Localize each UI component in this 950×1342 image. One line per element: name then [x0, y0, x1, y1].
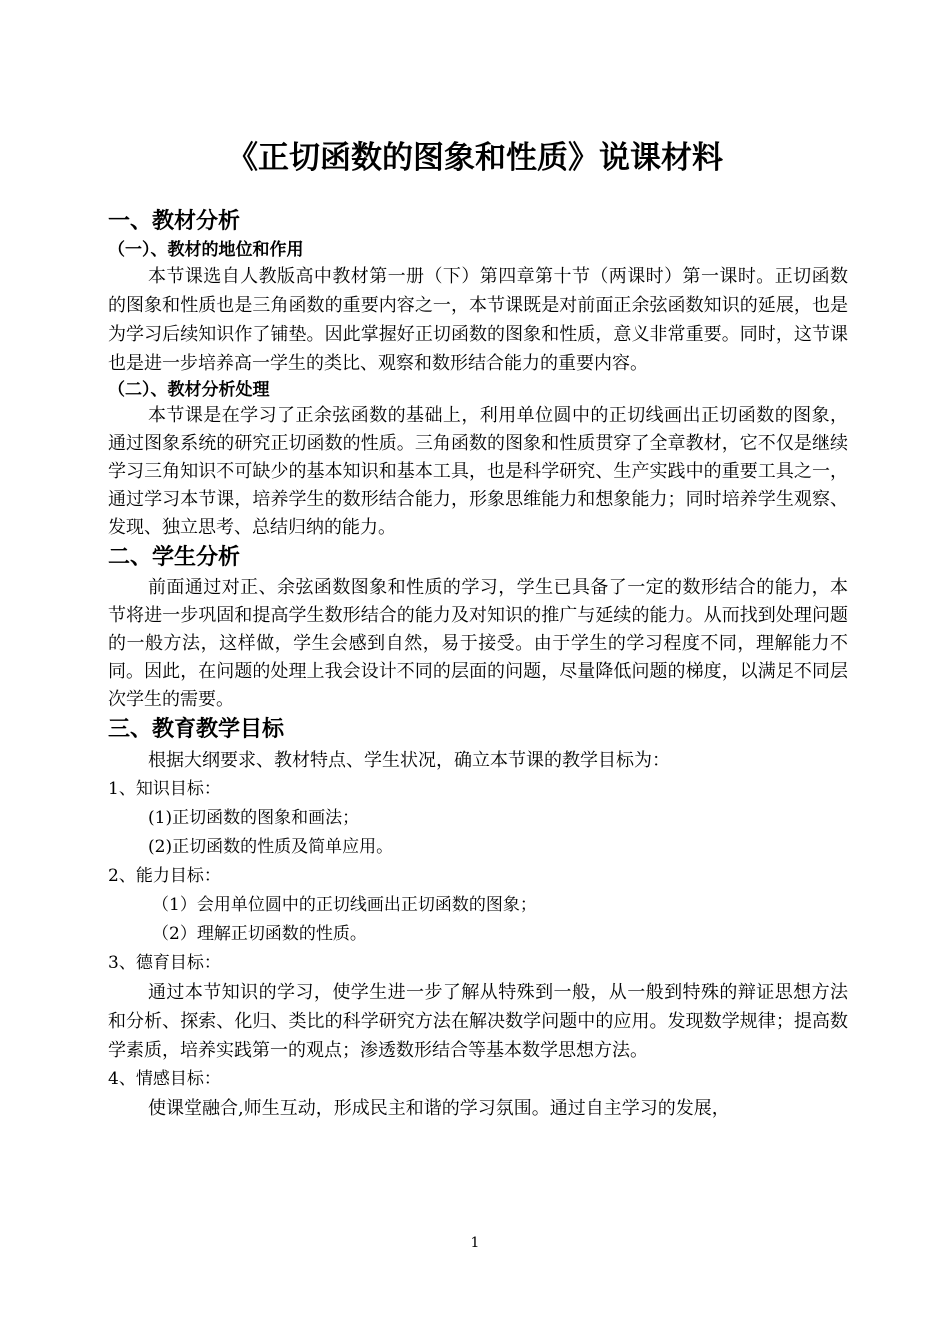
paragraph-student-analysis: 前面通过对正、余弦函数图象和性质的学习，学生已具备了一定的数形结合的能力，本节将进一步巩固和提高学生数形结合的能力及对知识的推广与延续的能力。从而找到处理问题的一般方法，这样做，学生会感到自然，易于接受。由于学生的学习程度不同，理解能力不同。因此，在问题的处理上我会设计不同的层面的问题，尽量降低问题的梯度，以满足不同层次学生的需要。: [108, 577, 848, 710]
goal-ability-item: （1）会用单位圆中的正切线画出正切函数的图象；: [152, 895, 537, 915]
paragraph-moral-goal: 通过本节知识的学习，使学生进一步了解从特殊到一般，从一般到特殊的辩证思想方法和分析、探索、化归、类比的科学研究方法在解决数学问题中的应用。发现数学规律；提高数学素质，培养实践第一的观点；渗透数形结合等基本数学思想方法。: [108, 982, 848, 1061]
goal-ability-label: 2、能力目标：: [108, 866, 221, 886]
subsection-heading-status-role: （一）、教材的地位和作用: [108, 240, 304, 260]
paragraph-analysis-processing: 本节课是在学习了正余弦函数的基础上，利用单位圆中的正切线画出正切函数的图象，通过图象系统的研究正切函数的性质。三角函数的图象和性质贯穿了全章教材，它不仅是继续学习三角知识不可缺少的基本知识和基本工具，也是科学研究、生产实践中的重要工具之一，通过学习本节课，培养学生的数形结合能力，形象思维能力和想象能力；同时培养学生观察、发现、独立思考、总结归纳的能力。: [108, 405, 848, 538]
paragraph-status-role: 本节课选自人教版高中教材第一册（下）第四章第十节（两课时）第一课时。正切函数的图象和性质也是三角函数的重要内容之一，本节课既是对前面正余弦函数知识的延展，也是为学习后续知识作了铺垫。因此掌握好正切函数的图象和性质，意义非常重要。同时，这节课也是进一步培养高一学生的类比、观察和数形结合能力的重要内容。: [108, 266, 848, 374]
paragraph-goals-intro: 根据大纲要求、教材特点、学生状况，确立本节课的教学目标为：: [148, 750, 670, 771]
goal-ability-item: （2）理解正切函数的性质。: [152, 924, 367, 944]
goal-knowledge-item: (2)正切函数的性质及简单应用。: [148, 837, 394, 857]
section-heading-textbook-analysis: 一、教材分析: [108, 209, 241, 234]
section-heading-teaching-goals: 三、教育教学目标: [108, 717, 285, 742]
goal-moral-label: 3、德育目标：: [108, 953, 221, 973]
goal-emotion-label: 4、情感目标：: [108, 1069, 221, 1089]
document-title: 《正切函数的图象和性质》说课材料: [227, 140, 723, 176]
subsection-heading-analysis-processing: （二）、教材分析处理: [108, 380, 270, 400]
goal-knowledge-item: (1)正切函数的图象和画法；: [148, 808, 360, 828]
paragraph-emotion-goal: 使课堂融合,师生互动，形成民主和谐的学习氛围。通过自主学习的发展，: [148, 1098, 730, 1119]
document-body: [108, 206, 848, 1123]
goal-knowledge-label: 1、知识目标：: [108, 779, 221, 799]
section-heading-student-analysis: 二、学生分析: [108, 545, 241, 570]
page-number: 1: [470, 1235, 480, 1251]
